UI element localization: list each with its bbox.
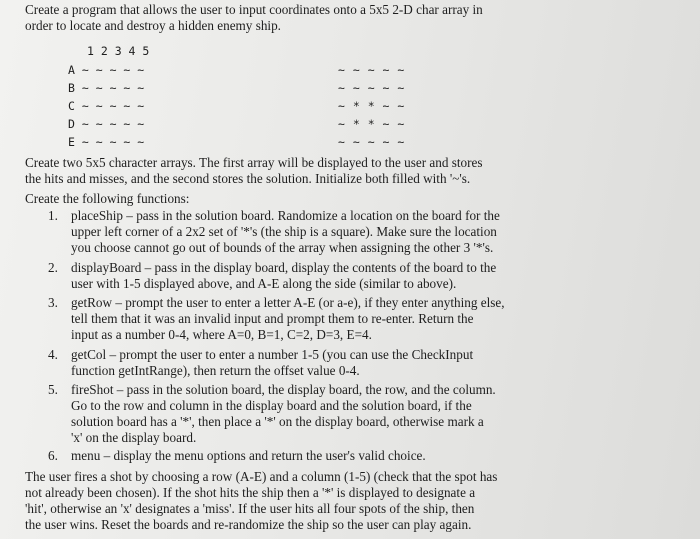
closing-line-2: not already been chosen). If the shot hits the ship then a '*' is displayed to designate a [25,485,476,500]
row-label: C [68,99,75,113]
function-line: input as a number 0-4, where A=0, B=1, C=2, D=3, E=4. [71,327,372,342]
function-line: upper left corner of a 2x2 set of '*'s (the ship is a square). Make sure the location [71,224,497,239]
closing-line-3: 'hit', otherwise an 'x' designates a 'miss'. If the user hits all four spots of the ship, then [25,501,475,516]
function-number: 3. [48,295,58,310]
row-cells: ~ ~ ~ ~ ~ [81,63,145,77]
row-cells: ~ ~ ~ ~ ~ [81,99,145,113]
solution-row: ~ * * ~ ~ [338,99,405,113]
board-row [68,117,144,131]
board-row [68,63,144,77]
function-line: function getIntRange), then return the offset value 0-4. [71,363,360,378]
closing-line-1: The user fires a shot by choosing a row (A-E) and a column (1-5) (check that the spot has [25,469,498,484]
row-cells: ~ ~ ~ ~ ~ [81,117,145,131]
function-line: solution board has a '*', then place a '*' on the display board, otherwise mark a [71,414,484,429]
function-number: 1. [48,208,58,223]
solution-row: ~ ~ ~ ~ ~ [338,63,405,77]
function-number: 4. [48,347,58,362]
function-line: 'x' on the display board. [71,430,197,445]
row-cells: ~ ~ ~ ~ ~ [81,81,145,95]
board-row [68,81,144,95]
arrays-line-2: the hits and misses, and the second stores the solution. Initialize both filled with '~'s. [25,171,471,186]
row-label: B [68,81,75,95]
solution-row: ~ ~ ~ ~ ~ [338,81,405,95]
row-cells: ~ ~ ~ ~ ~ [81,135,145,149]
function-line: Go to the row and column in the display board and the solution board, if the [71,398,472,413]
function-line: displayBoard – pass in the display board, display the contents of the board to the [71,260,497,275]
board-row [68,99,144,113]
function-line: getCol – prompt the user to enter a number 1-5 (you can use the CheckInput [71,347,474,362]
function-line: menu – display the menu options and return the user's valid choice. [71,448,426,463]
row-label: A [68,63,75,77]
board-column-header: 1 2 3 4 5 [87,44,150,58]
function-number: 6. [48,448,58,463]
row-label: D [68,117,75,131]
function-line: user with 1-5 displayed above, and A-E along the side (similar to above). [71,276,457,291]
function-line: tell them that it was an invalid input and prompt them to re-enter. Return the [71,311,474,326]
intro-line-1: Create a program that allows the user to input coordinates onto a 5x5 2-D char array in [25,2,483,17]
closing-line-4: the user wins. Reset the boards and re-randomize the ship so the user can play again. [25,517,472,532]
function-line: fireShot – pass in the solution board, the display board, the row, and the column. [71,382,496,397]
solution-row: ~ * * ~ ~ [338,117,405,131]
board-row [68,135,144,149]
function-line: placeShip – pass in the solution board. Randomize a location on the board for the [71,208,500,223]
arrays-line-1: Create two 5x5 character arrays. The first array will be displayed to the user and stores [25,155,483,170]
function-number: 5. [48,382,58,397]
function-number: 2. [48,260,58,275]
intro-line-2: order to locate and destroy a hidden enemy ship. [25,18,281,33]
solution-row: ~ ~ ~ ~ ~ [338,135,405,149]
function-line: getRow – prompt the user to enter a letter A-E (or a-e), if they enter anything else, [71,295,505,310]
functions-heading: Create the following functions: [25,191,190,206]
row-label: E [68,135,75,149]
function-line: you choose cannot go out of bounds of the array when assigning the other 3 '*'s. [71,240,494,255]
